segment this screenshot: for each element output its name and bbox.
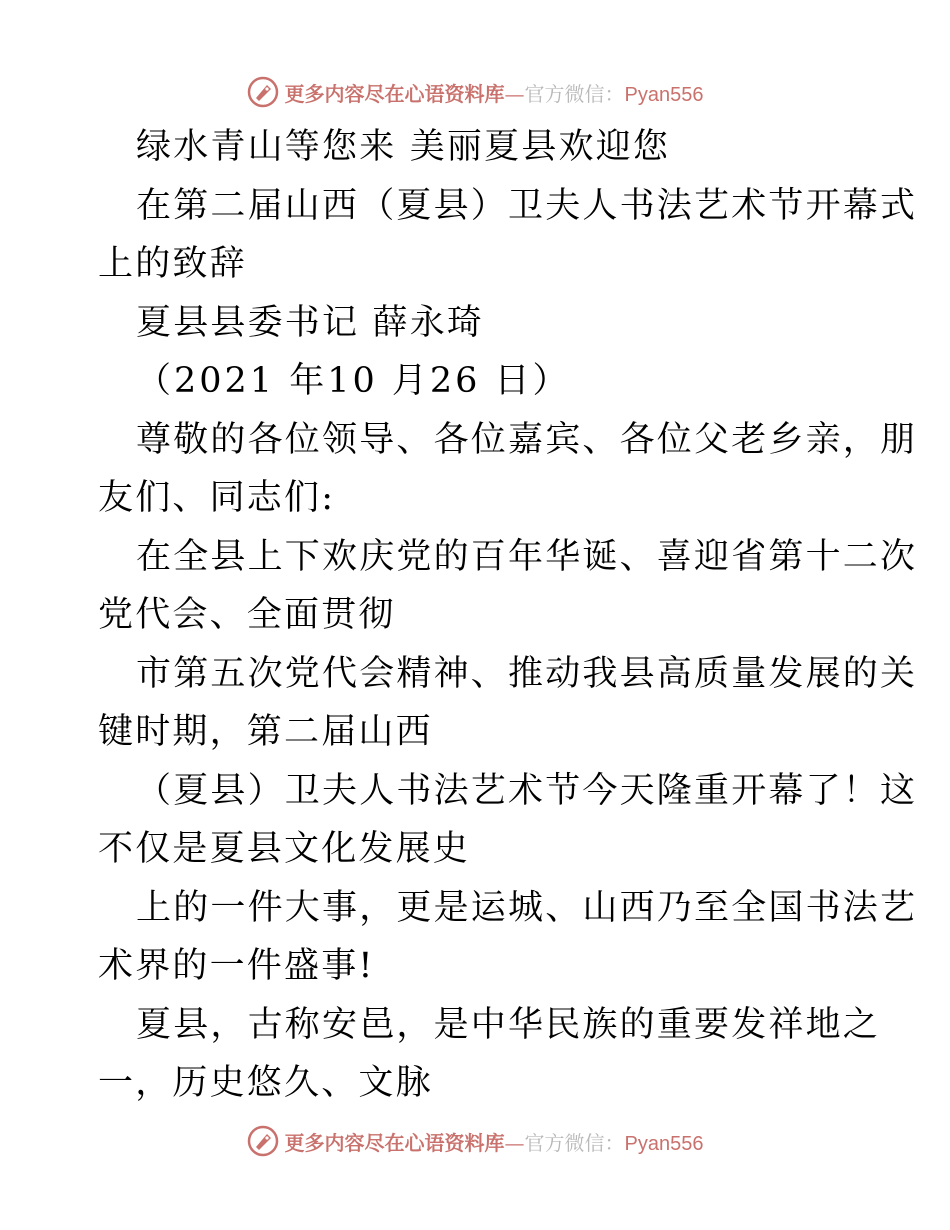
title-line: 绿水青山等您来 美丽夏县欢迎您 <box>136 127 671 167</box>
watermark-official-label: 官方微信： <box>524 81 625 106</box>
pen-nib-logo-icon <box>247 76 279 108</box>
watermark-official-label: 官方微信： <box>524 1130 625 1155</box>
paragraph-line: 在全县上下欢庆党的百年华诞、喜迎省第十二次 <box>136 536 918 577</box>
document-body <box>98 118 918 1113</box>
watermark-text <box>285 1127 704 1156</box>
subtitle-line-1: 在第二届山西（夏县）卫夫人书法艺术节开幕式 <box>136 185 918 226</box>
paragraph-line: 键时期，第二届山西 <box>98 712 433 752</box>
author-line: 夏县县委书记 薛永琦 <box>136 302 485 343</box>
subtitle-line-2: 上的致辞 <box>98 244 247 284</box>
watermark-content <box>247 1125 704 1157</box>
paragraph-line: 术界的一件盛事! <box>98 946 375 986</box>
paragraph-line: 夏县，古称安邑，是中华民族的重要发祥地之 <box>136 1004 881 1045</box>
watermark-brand: 更多内容尽在心语资料库 <box>284 1130 505 1155</box>
watermark-content <box>247 76 704 108</box>
watermark-wechat-id: Pyan556 <box>624 83 704 106</box>
paragraph-line: （夏县）卫夫人书法艺术节今天隆重开幕了！这 <box>136 770 918 811</box>
watermark-dash: — <box>504 81 525 106</box>
pen-nib-logo-icon <box>247 1125 279 1157</box>
watermark-banner-top <box>0 72 950 112</box>
watermark-text <box>285 78 704 107</box>
paragraph-line: 市第五次党代会精神、推动我县高质量发展的关 <box>136 653 918 694</box>
paragraph-line: 党代会、全面贯彻 <box>98 595 396 635</box>
date-line: （2021 年10 月26 日） <box>136 361 571 401</box>
watermark-banner-bottom <box>0 1121 950 1161</box>
watermark-dash: — <box>504 1130 525 1155</box>
watermark-wechat-id: Pyan556 <box>624 1132 704 1155</box>
watermark-brand: 更多内容尽在心语资料库 <box>284 81 505 106</box>
paragraph-line: 上的一件大事，更是运城、山西乃至全国书法艺 <box>136 887 918 928</box>
paragraph-line: 尊敬的各位领导、各位嘉宾、各位父老乡亲，朋 <box>136 419 918 460</box>
paragraph-line: 一，历史悠久、文脉 <box>98 1063 433 1103</box>
paragraph-line: 不仅是夏县文化发展史 <box>98 829 471 869</box>
paragraph-line: 友们、同志们: <box>98 478 336 518</box>
